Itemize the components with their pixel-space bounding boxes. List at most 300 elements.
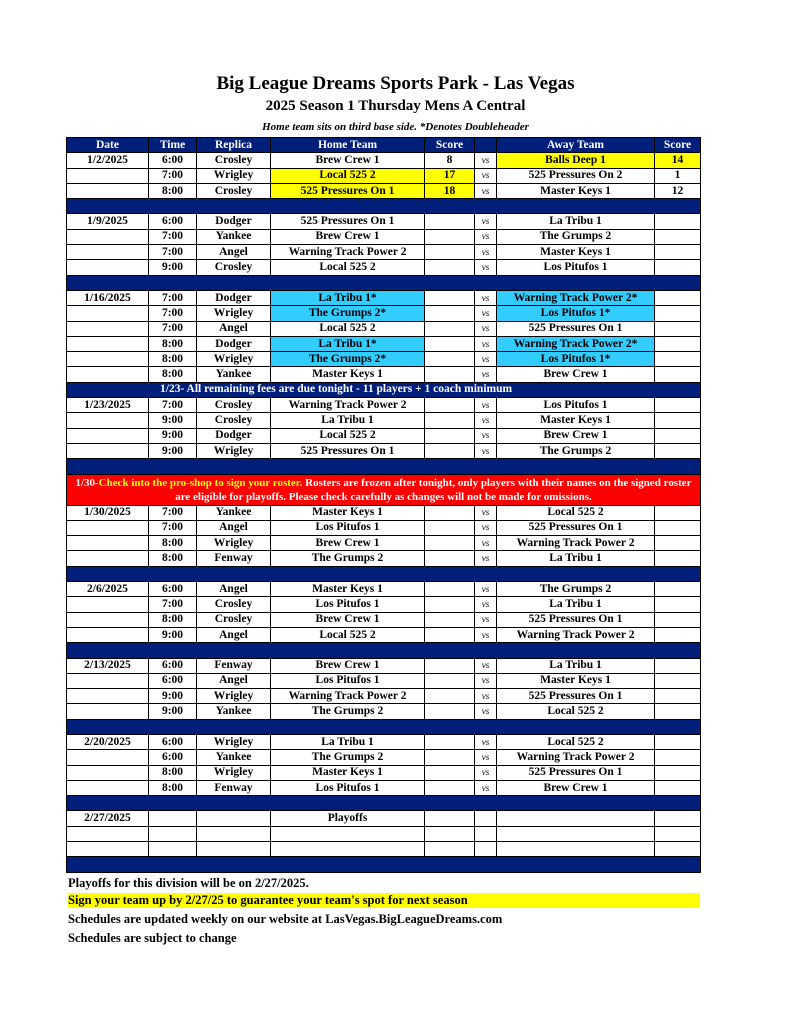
vs-label: vs — [475, 780, 497, 795]
home-team: Warning Track Power 2 — [271, 689, 425, 704]
field-name: Yankee — [197, 367, 271, 382]
game-date — [67, 168, 149, 183]
field-name: Yankee — [197, 704, 271, 719]
game-date — [67, 336, 149, 351]
away-team: The Grumps 2 — [497, 229, 655, 244]
field-name: Crosley — [197, 413, 271, 428]
game-time: 8:00 — [149, 536, 197, 551]
game-date: 1/2/2025 — [67, 153, 149, 168]
game-row — [67, 260, 701, 275]
away-score — [655, 398, 701, 413]
field-name — [197, 826, 271, 841]
notice-date: 1/30- — [75, 476, 99, 489]
away-team: Warning Track Power 2* — [497, 336, 655, 351]
home-score — [425, 750, 475, 765]
field-name: Fenway — [197, 780, 271, 795]
game-time: 9:00 — [149, 428, 197, 443]
vs-label — [475, 826, 497, 841]
home-score — [425, 229, 475, 244]
home-score — [425, 367, 475, 382]
game-time: 8:00 — [149, 765, 197, 780]
game-date: 1/16/2025 — [67, 290, 149, 305]
vs-label: vs — [475, 582, 497, 597]
game-row — [67, 765, 701, 780]
away-team: The Grumps 2 — [497, 443, 655, 458]
field-name: Angel — [197, 627, 271, 642]
away-score — [655, 306, 701, 321]
game-row — [67, 551, 701, 566]
home-team: 525 Pressures On 1 — [271, 183, 425, 198]
field-name: Dodger — [197, 336, 271, 351]
home-team: The Grumps 2* — [271, 306, 425, 321]
home-team: Playoffs — [271, 811, 425, 826]
game-time: 8:00 — [149, 336, 197, 351]
home-team — [271, 826, 425, 841]
away-score — [655, 505, 701, 520]
home-score — [425, 704, 475, 719]
home-team: Los Pitufos 1 — [271, 673, 425, 688]
field-name — [197, 842, 271, 857]
game-date — [67, 750, 149, 765]
away-team: La Tribu 1 — [497, 658, 655, 673]
game-row — [67, 582, 701, 597]
away-score — [655, 428, 701, 443]
home-team: 525 Pressures On 1 — [271, 214, 425, 229]
game-time: 6:00 — [149, 582, 197, 597]
divider-cell — [67, 643, 701, 658]
home-score — [425, 260, 475, 275]
week-divider — [67, 719, 701, 734]
game-row — [67, 704, 701, 719]
game-row — [67, 214, 701, 229]
field-name: Crosley — [197, 612, 271, 627]
away-score — [655, 765, 701, 780]
vs-label: vs — [475, 336, 497, 351]
game-date — [67, 689, 149, 704]
website-note: Schedules are updated weekly on our website at LasVegas.BigLeagueDreams.com — [68, 912, 503, 926]
divider-cell — [67, 275, 701, 290]
col-header-replica: Replica — [197, 138, 271, 153]
vs-label: vs — [475, 321, 497, 336]
field-name: Dodger — [197, 428, 271, 443]
game-row — [67, 398, 701, 413]
game-date — [67, 673, 149, 688]
vs-label: vs — [475, 536, 497, 551]
away-team: Warning Track Power 2* — [497, 290, 655, 305]
away-score — [655, 290, 701, 305]
divider-cell — [67, 719, 701, 734]
vs-label: vs — [475, 245, 497, 260]
vs-label: vs — [475, 612, 497, 627]
home-team: Master Keys 1 — [271, 582, 425, 597]
home-score — [425, 336, 475, 351]
game-row — [67, 153, 701, 168]
field-name: Crosley — [197, 260, 271, 275]
home-score — [425, 780, 475, 795]
home-team: The Grumps 2 — [271, 704, 425, 719]
game-time — [149, 826, 197, 841]
game-date — [67, 551, 149, 566]
away-team: 525 Pressures On 2 — [497, 168, 655, 183]
away-team: Balls Deep 1 — [497, 153, 655, 168]
game-date — [67, 413, 149, 428]
away-team: Brew Crew 1 — [497, 428, 655, 443]
home-score: 18 — [425, 183, 475, 198]
home-team: La Tribu 1 — [271, 734, 425, 749]
game-time: 9:00 — [149, 704, 197, 719]
vs-label: vs — [475, 765, 497, 780]
game-row — [67, 842, 701, 857]
week-divider — [67, 796, 701, 811]
game-row — [67, 520, 701, 535]
game-date — [67, 352, 149, 367]
home-team: La Tribu 1 — [271, 413, 425, 428]
away-team: Master Keys 1 — [497, 673, 655, 688]
game-time — [149, 842, 197, 857]
home-score — [425, 627, 475, 642]
vs-label: vs — [475, 306, 497, 321]
home-score — [425, 689, 475, 704]
home-team: La Tribu 1* — [271, 290, 425, 305]
field-name: Fenway — [197, 551, 271, 566]
away-score — [655, 826, 701, 841]
game-date — [67, 826, 149, 841]
away-score — [655, 413, 701, 428]
field-name: Angel — [197, 245, 271, 260]
away-score: 1 — [655, 168, 701, 183]
field-name: Yankee — [197, 229, 271, 244]
home-score — [425, 842, 475, 857]
away-score — [655, 627, 701, 642]
col-header-home-team: Home Team — [271, 138, 425, 153]
home-score — [425, 352, 475, 367]
game-row — [67, 183, 701, 198]
game-row — [67, 627, 701, 642]
game-row — [67, 229, 701, 244]
game-date: 2/27/2025 — [67, 811, 149, 826]
home-score — [425, 551, 475, 566]
game-date — [67, 229, 149, 244]
home-score — [425, 306, 475, 321]
game-time: 7:00 — [149, 229, 197, 244]
home-team: Los Pitufos 1 — [271, 520, 425, 535]
home-team: Master Keys 1 — [271, 367, 425, 382]
away-score — [655, 260, 701, 275]
away-team: Los Pitufos 1 — [497, 260, 655, 275]
field-name — [197, 811, 271, 826]
away-team: Los Pitufos 1 — [497, 398, 655, 413]
col-header-away-team: Away Team — [497, 138, 655, 153]
game-row — [67, 306, 701, 321]
game-time: 7:00 — [149, 168, 197, 183]
game-row — [67, 673, 701, 688]
home-score — [425, 245, 475, 260]
game-time: 7:00 — [149, 597, 197, 612]
game-row — [67, 597, 701, 612]
vs-label: vs — [475, 413, 497, 428]
vs-label: vs — [475, 398, 497, 413]
field-name: Crosley — [197, 398, 271, 413]
field-name: Wrigley — [197, 443, 271, 458]
home-team: Local 525 2 — [271, 428, 425, 443]
away-team: La Tribu 1 — [497, 551, 655, 566]
home-team: 525 Pressures On 1 — [271, 443, 425, 458]
away-score — [655, 658, 701, 673]
game-row — [67, 336, 701, 351]
vs-label: vs — [475, 704, 497, 719]
away-team: Warning Track Power 2 — [497, 627, 655, 642]
away-score — [655, 245, 701, 260]
field-name: Yankee — [197, 505, 271, 520]
game-time: 9:00 — [149, 413, 197, 428]
game-date — [67, 245, 149, 260]
vs-label: vs — [475, 627, 497, 642]
field-name: Dodger — [197, 290, 271, 305]
field-name: Angel — [197, 582, 271, 597]
home-score — [425, 765, 475, 780]
col-header-home-score: Score — [425, 138, 475, 153]
week-divider — [67, 857, 701, 872]
away-score — [655, 734, 701, 749]
away-score — [655, 673, 701, 688]
week-divider — [67, 643, 701, 658]
game-time: 9:00 — [149, 260, 197, 275]
game-date — [67, 627, 149, 642]
signup-note: Sign your team up by 2/27/25 to guarantee your team's spot for next season — [68, 893, 700, 908]
field-name: Fenway — [197, 658, 271, 673]
game-time: 6:00 — [149, 673, 197, 688]
game-date: 2/20/2025 — [67, 734, 149, 749]
vs-label: vs — [475, 673, 497, 688]
game-row — [67, 780, 701, 795]
game-date — [67, 536, 149, 551]
away-team: La Tribu 1 — [497, 597, 655, 612]
home-team: Local 525 2 — [271, 321, 425, 336]
vs-label: vs — [475, 734, 497, 749]
away-score — [655, 750, 701, 765]
change-note: Schedules are subject to change — [68, 931, 237, 945]
col-header-date: Date — [67, 138, 149, 153]
fees-notice: 1/23- All remaining fees are due tonight - 11 players + 1 coach minimum — [67, 382, 701, 397]
home-score — [425, 597, 475, 612]
away-team: 525 Pressures On 1 — [497, 321, 655, 336]
game-time: 8:00 — [149, 367, 197, 382]
vs-label: vs — [475, 428, 497, 443]
game-row — [67, 352, 701, 367]
away-score — [655, 336, 701, 351]
game-time: 9:00 — [149, 627, 197, 642]
game-date: 1/30/2025 — [67, 505, 149, 520]
week-divider — [67, 566, 701, 581]
away-score — [655, 597, 701, 612]
away-team: 525 Pressures On 1 — [497, 520, 655, 535]
away-team — [497, 811, 655, 826]
game-row — [67, 689, 701, 704]
vs-label: vs — [475, 597, 497, 612]
game-time: 6:00 — [149, 734, 197, 749]
field-name: Wrigley — [197, 306, 271, 321]
game-row — [67, 168, 701, 183]
away-score — [655, 520, 701, 535]
game-date: 1/23/2025 — [67, 398, 149, 413]
away-team: Master Keys 1 — [497, 183, 655, 198]
vs-label: vs — [475, 168, 497, 183]
vs-label: vs — [475, 443, 497, 458]
fees-notice-row — [67, 382, 701, 397]
game-date — [67, 612, 149, 627]
field-name: Wrigley — [197, 168, 271, 183]
game-time: 7:00 — [149, 321, 197, 336]
game-time: 6:00 — [149, 214, 197, 229]
game-row — [67, 428, 701, 443]
game-row — [67, 536, 701, 551]
home-team: The Grumps 2* — [271, 352, 425, 367]
away-team: Local 525 2 — [497, 704, 655, 719]
week-divider — [67, 275, 701, 290]
game-date — [67, 765, 149, 780]
week-divider — [67, 199, 701, 214]
field-name: Wrigley — [197, 536, 271, 551]
col-header-vs — [475, 138, 497, 153]
away-team — [497, 826, 655, 841]
game-row — [67, 321, 701, 336]
game-date: 1/9/2025 — [67, 214, 149, 229]
field-name: Crosley — [197, 183, 271, 198]
vs-label: vs — [475, 551, 497, 566]
divider-cell — [67, 857, 701, 872]
game-date — [67, 321, 149, 336]
vs-label: vs — [475, 520, 497, 535]
vs-label: vs — [475, 367, 497, 382]
notice-text: Rosters are frozen after tonight, only players with their names on the signed roster are eligible for playoffs. Please check carefully as changes will not be made for omissions. — [175, 476, 692, 503]
game-date — [67, 842, 149, 857]
vs-label — [475, 842, 497, 857]
game-row — [67, 658, 701, 673]
away-score — [655, 612, 701, 627]
home-score — [425, 811, 475, 826]
away-score — [655, 321, 701, 336]
field-name: Angel — [197, 673, 271, 688]
away-team: Master Keys 1 — [497, 413, 655, 428]
away-team: Los Pitufos 1* — [497, 352, 655, 367]
game-time: 6:00 — [149, 658, 197, 673]
field-name: Crosley — [197, 153, 271, 168]
away-team: Master Keys 1 — [497, 245, 655, 260]
vs-label: vs — [475, 260, 497, 275]
game-date — [67, 597, 149, 612]
home-team: The Grumps 2 — [271, 551, 425, 566]
away-team — [497, 842, 655, 857]
roster-notice-row — [67, 474, 701, 505]
game-time: 8:00 — [149, 612, 197, 627]
vs-label: vs — [475, 153, 497, 168]
home-score — [425, 398, 475, 413]
schedule-note: Home team sits on third base side. *Denotes Doubleheader — [262, 121, 529, 133]
home-score — [425, 428, 475, 443]
game-row — [67, 734, 701, 749]
home-team: Local 525 2 — [271, 260, 425, 275]
home-team: Brew Crew 1 — [271, 153, 425, 168]
divider-cell — [67, 796, 701, 811]
home-team: Local 525 2 — [271, 627, 425, 642]
field-name: Wrigley — [197, 689, 271, 704]
roster-notice — [67, 474, 701, 505]
game-row — [67, 413, 701, 428]
away-score — [655, 214, 701, 229]
game-time: 7:00 — [149, 245, 197, 260]
game-time: 9:00 — [149, 443, 197, 458]
away-score — [655, 689, 701, 704]
field-name: Wrigley — [197, 352, 271, 367]
week-divider — [67, 459, 701, 474]
game-time: 7:00 — [149, 520, 197, 535]
home-team: Warning Track Power 2 — [271, 245, 425, 260]
home-score — [425, 520, 475, 535]
game-date — [67, 428, 149, 443]
field-name: Wrigley — [197, 734, 271, 749]
game-time: 8:00 — [149, 551, 197, 566]
game-time: 7:00 — [149, 306, 197, 321]
field-name: Dodger — [197, 214, 271, 229]
home-team: Local 525 2 — [271, 168, 425, 183]
home-team: The Grumps 2 — [271, 750, 425, 765]
game-row — [67, 505, 701, 520]
field-name: Angel — [197, 321, 271, 336]
game-time: 6:00 — [149, 750, 197, 765]
game-date — [67, 183, 149, 198]
divider-cell — [67, 459, 701, 474]
game-row — [67, 245, 701, 260]
home-score — [425, 582, 475, 597]
away-team: The Grumps 2 — [497, 582, 655, 597]
home-score — [425, 443, 475, 458]
vs-label: vs — [475, 229, 497, 244]
home-score — [425, 826, 475, 841]
game-row — [67, 612, 701, 627]
away-score — [655, 704, 701, 719]
home-score — [425, 290, 475, 305]
vs-label: vs — [475, 183, 497, 198]
away-score — [655, 811, 701, 826]
home-score — [425, 673, 475, 688]
home-score — [425, 536, 475, 551]
game-row — [67, 750, 701, 765]
away-score — [655, 352, 701, 367]
vs-label: vs — [475, 352, 497, 367]
away-team: Brew Crew 1 — [497, 367, 655, 382]
divider-cell — [67, 199, 701, 214]
home-score — [425, 612, 475, 627]
home-team: Master Keys 1 — [271, 765, 425, 780]
game-time: 7:00 — [149, 505, 197, 520]
game-date — [67, 520, 149, 535]
game-time: 7:00 — [149, 398, 197, 413]
game-time: 6:00 — [149, 153, 197, 168]
home-team: Los Pitufos 1 — [271, 780, 425, 795]
col-header-away-score: Score — [655, 138, 701, 153]
home-score: 17 — [425, 168, 475, 183]
home-team: La Tribu 1* — [271, 336, 425, 351]
vs-label: vs — [475, 689, 497, 704]
away-score: 12 — [655, 183, 701, 198]
away-score — [655, 443, 701, 458]
game-time: 8:00 — [149, 183, 197, 198]
away-team: Brew Crew 1 — [497, 780, 655, 795]
game-date — [67, 704, 149, 719]
field-name: Crosley — [197, 597, 271, 612]
away-score — [655, 582, 701, 597]
notice-highlight: Check into the pro-shop to sign your roster. — [98, 476, 303, 489]
